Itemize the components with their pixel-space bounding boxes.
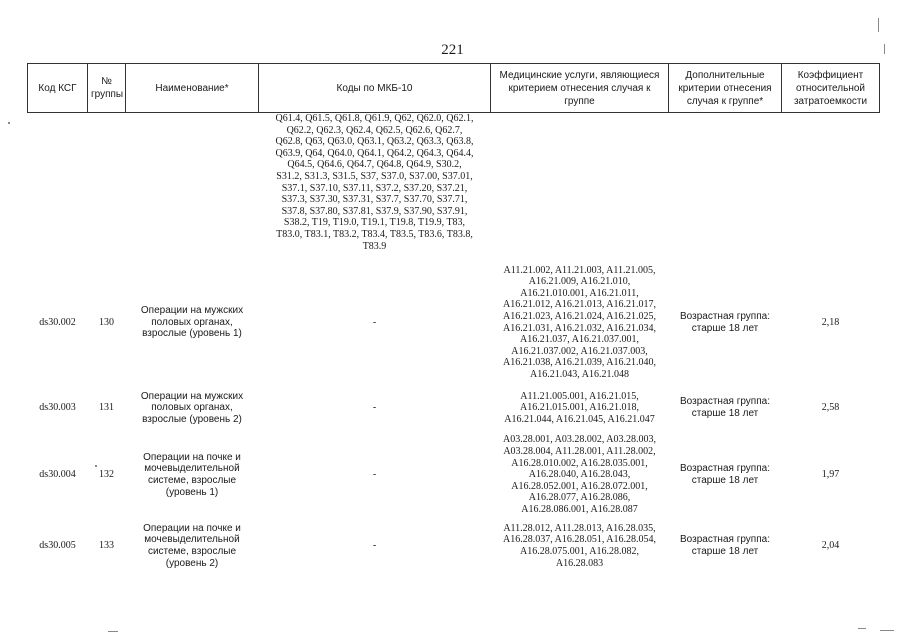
- additional-criteria: Возрастная группа: старше 18 лет: [680, 534, 770, 557]
- ksg-table: [27, 63, 880, 576]
- group-number: 131: [99, 402, 114, 414]
- group-number: 132: [99, 469, 114, 481]
- scan-mark: [880, 630, 894, 631]
- scan-mark: [108, 631, 118, 632]
- mkb-codes: -: [372, 540, 377, 552]
- scan-mark: [8, 122, 10, 124]
- mkb-codes: -: [372, 469, 377, 481]
- header-group: № группы: [88, 64, 126, 113]
- table-row: [28, 516, 880, 576]
- coefficient: 2,18: [821, 316, 840, 328]
- scan-mark: [95, 465, 97, 467]
- ksg-code: ds30.003: [39, 402, 76, 414]
- additional-criteria: Возрастная группа: старше 18 лет: [680, 396, 770, 419]
- ksg-name: Операции на почке и мочевыделительной системе, взрослые (уровень 2): [143, 522, 241, 569]
- service-codes: A03.28.001, A03.28.002, A03.28.003, A03.28.004, A11.28.001, A11.28.002, A16.28.010.002, A16.28.035.001, A16.28.040, A16.28.043, A16.28.052.001, A16.28.072.001, A16.28.077, A16.28.086, A16.28.086.001, A16.28.087: [502, 434, 657, 515]
- header-mkb: Коды по МКБ-10: [259, 64, 491, 113]
- table-row: [28, 263, 880, 382]
- table-row: [28, 382, 880, 434]
- table-header-row: [28, 64, 880, 113]
- header-criteria: Дополнительные критерии отнесения случая к группе*: [669, 64, 782, 113]
- service-codes: A11.21.002, A11.21.003, A11.21.005, A16.21.009, A16.21.010, A16.21.010.001, A16.21.011, A16.21.012, A16.21.013, A16.21.017, A16.21.023, A16.21.024, A16.21.025, A16.21.031, A16.21.032, A16.21.034, A16.21.037, A16.21.037.001, A16.21.037.002, A16.21.037.003, A16.21.038, A16.21.039, A16.21.040, A16.21.043, A16.21.048: [502, 264, 657, 380]
- group-number: 133: [99, 540, 114, 552]
- service-codes: A11.28.012, A11.28.013, A16.28.035, A16.28.037, A16.28.051, A16.28.054, A16.28.075.001, A16.28.082, A16.28.083: [502, 522, 657, 569]
- scan-mark: [858, 628, 866, 629]
- additional-criteria: Возрастная группа: старше 18 лет: [680, 310, 770, 334]
- service-codes: A11.21.005.001, A16.21.015, A16.21.015.001, A16.21.018, A16.21.044, A16.21.045, A16.21.047: [504, 390, 655, 425]
- coefficient: 2,04: [821, 540, 840, 552]
- additional-criteria: Возрастная группа: старше 18 лет: [680, 463, 770, 486]
- ksg-code: ds30.004: [39, 469, 76, 481]
- header-code: Код КСГ: [28, 64, 88, 113]
- scan-mark: [884, 44, 885, 54]
- continuation-row: [28, 113, 880, 264]
- header-coef: Коэффициент относительной затратоемкости: [782, 64, 880, 113]
- coefficient: 1,97: [821, 469, 840, 481]
- coefficient: 2,58: [821, 402, 840, 414]
- scan-mark: [878, 18, 879, 32]
- ksg-name: Операции на почке и мочевыделительной системе, взрослые (уровень 1): [143, 451, 241, 498]
- header-services: Медицинские услуги, являющиеся критерием отнесения случая к группе: [491, 64, 669, 113]
- ksg-code: ds30.005: [39, 540, 76, 552]
- group-number: 130: [99, 316, 114, 328]
- mkb-codes: -: [372, 402, 377, 414]
- header-name: Наименование*: [126, 64, 259, 113]
- table-row: [28, 434, 880, 516]
- ksg-name: Операции на мужских половых органах, взрослые (уровень 2): [140, 390, 244, 425]
- page-number: 221: [441, 42, 464, 58]
- ksg-code: ds30.002: [39, 316, 76, 328]
- continuation-mkb-codes: Q61.4, Q61.5, Q61.8, Q61.9, Q62, Q62.0, Q62.1, Q62.2, Q62.3, Q62.4, Q62.5, Q62.6, Q62.7, Q62.8, Q63, Q63.0, Q63.1, Q63.2, Q63.3, Q63.8, Q63.9, Q64, Q64.0, Q64.1, Q64.2, Q64.3, Q64.4, Q64.5, Q64.6, Q64.7, Q64.8, Q64.9, S30.2, S31.2, S31.3, S31.5, S37, S37.0, S37.00, S37.01, S37.1, S37.10, S37.11, S37.2, S37.20, S37.21, S37.3, S37.30, S37.31, S37.7, S37.70, S37.71, S37.8, S37.80, S37.81, S37.9, S37.90, S37.91, S38.2, T19, T19.0, T19.1, T19.8, T19.9, T83, T83.0, T83.1, T83.2, T83.4, T83.5, T83.6, T83.8, T83.9: [275, 113, 474, 252]
- ksg-name: Операции на мужских половых органах, взрослые (уровень 1): [140, 305, 244, 340]
- mkb-codes: -: [372, 316, 377, 328]
